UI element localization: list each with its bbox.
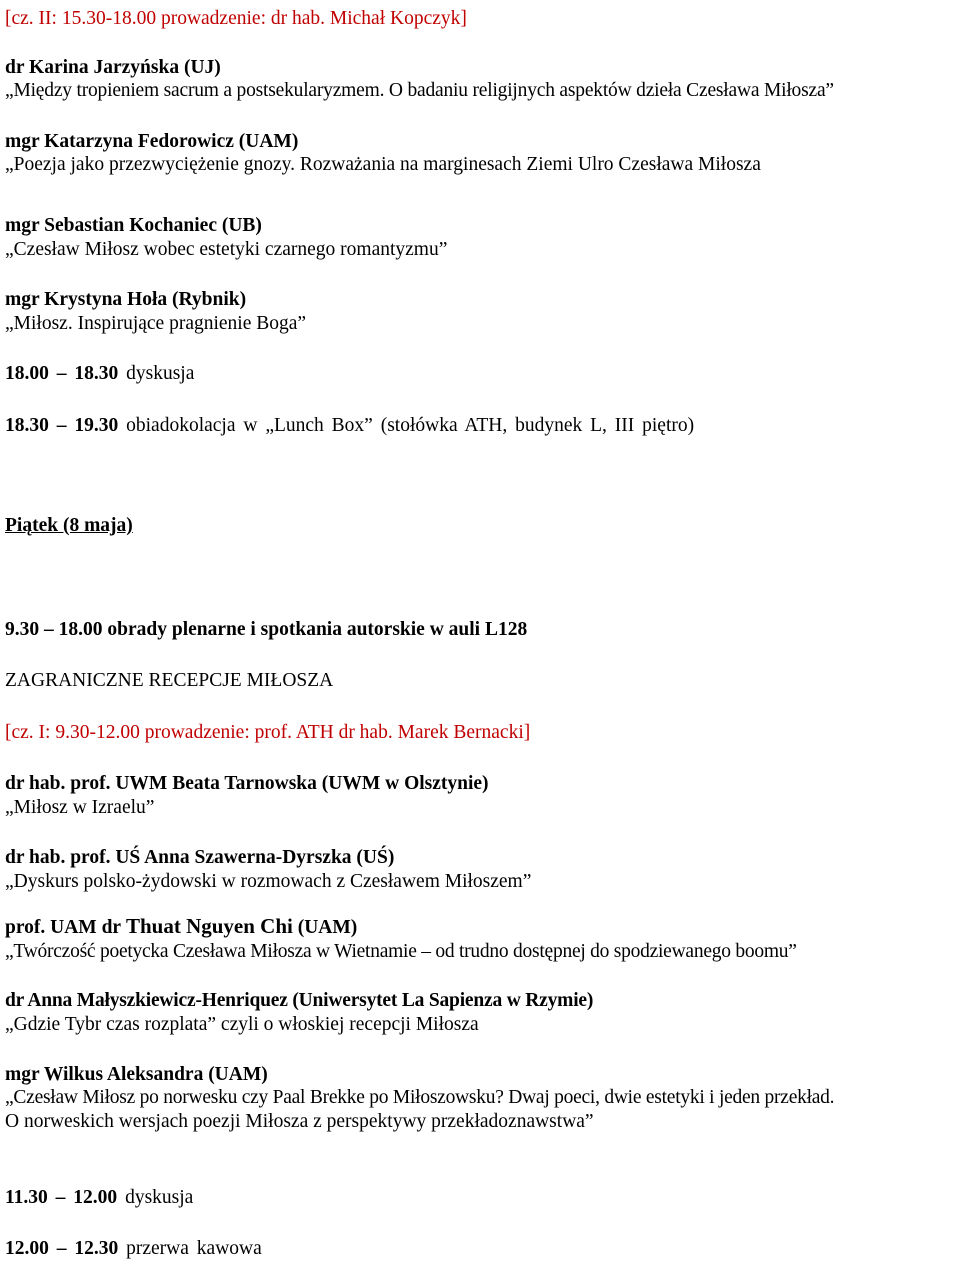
dinner-time: 18.30 – 19.30 <box>5 415 119 436</box>
discussion-time-1: 18.00 – 18.30 <box>5 363 119 384</box>
speaker-9: mgr Wilkus Aleksandra (UAM) <box>5 1064 268 1085</box>
plenary-time: 9.30 – 18.00 <box>5 619 103 640</box>
plenary-label: obrady plenarne i spotkania autorskie w auli L128 <box>107 619 528 640</box>
talk-title-3: „Czesław Miłosz wobec estetyki czarnego romantyzmu” <box>5 239 448 260</box>
speaker-8: dr Anna Małyszkiewicz-Henriquez (Uniwersytet La Sapienza w Rzymie) <box>5 990 594 1011</box>
talk-title-7: „Twórczość poetycka Czesława Miłosza w Wietnamie – od trudno dostępnej do spodziewanego boomu” <box>5 941 797 962</box>
discussion-time-2: 11.30 – 12.00 <box>5 1187 118 1208</box>
talk-title-4: „Miłosz. Inspirujące pragnienie Boga” <box>5 313 307 334</box>
speaker-7-suffix: (UAM) <box>297 917 358 938</box>
speaker-4: mgr Krystyna Hoła (Rybnik) <box>5 289 247 310</box>
talk-title-5: „Miłosz w Izraelu” <box>5 797 155 818</box>
plenary-row <box>5 618 527 642</box>
break-time: 12.00 – 12.30 <box>5 1238 119 1259</box>
talk-title-1: „Między tropieniem sacrum a postsekularyzmem. O badaniu religijnych aspektów dzieła Czesława Miłosza” <box>5 80 834 101</box>
break-label: przerwa kawowa <box>126 1238 262 1259</box>
dinner-row <box>5 414 694 438</box>
discussion-row-1 <box>5 362 194 386</box>
dinner-label: obiadokolacja w „Lunch Box” (stołówka ATH, budynek L, III piętro) <box>126 415 695 436</box>
talk-title-9-line-1: „Czesław Miłosz po norwesku czy Paal Brekke po Miłoszowsku? Dwaj poeci, dwie estetyki i jeden przekład. <box>5 1087 835 1108</box>
day-heading: Piątek (8 maja) <box>5 515 133 536</box>
speaker-1: dr Karina Jarzyńska (UJ) <box>5 57 221 78</box>
speaker-7-prefix: prof. UAM dr <box>5 917 122 938</box>
discussion-row-2 <box>5 1186 193 1210</box>
talk-title-2: „Poezja jako przezwyciężenie gnozy. Rozważania na marginesach Ziemi Ulro Czesława Miłosza <box>5 154 761 175</box>
session-2-header: [cz. II: 15.30-18.00 prowadzenie: dr hab. Michał Kopczyk] <box>5 8 467 29</box>
speaker-3: mgr Sebastian Kochaniec (UB) <box>5 215 262 236</box>
talk-title-8: „Gdzie Tybr czas rozplata” czyli o włoskiej recepcji Miłosza <box>5 1014 479 1035</box>
discussion-label-1: dyskusja <box>126 363 195 384</box>
talk-title-6: „Dyskurs polsko-żydowski w rozmowach z Czesławem Miłoszem” <box>5 871 532 892</box>
break-row <box>5 1237 262 1261</box>
session-1-header: [cz. I: 9.30-12.00 prowadzenie: prof. ATH dr hab. Marek Bernacki] <box>5 722 531 743</box>
speaker-6: dr hab. prof. UŚ Anna Szawerna-Dyrszka (UŚ) <box>5 847 395 868</box>
discussion-label-2: dyskusja <box>125 1187 194 1208</box>
speaker-7 <box>5 914 357 940</box>
talk-title-9-line-2: O norweskich wersjach poezji Miłosza z perspektywy przekładoznawstwa” <box>5 1111 594 1132</box>
section-title: ZAGRANICZNE RECEPCJE MIŁOSZA <box>5 670 334 691</box>
speaker-7-name: Thuat Nguyen Chi <box>125 914 293 938</box>
speaker-5: dr hab. prof. UWM Beata Tarnowska (UWM w Olsztynie) <box>5 773 489 794</box>
speaker-2: mgr Katarzyna Fedorowicz (UAM) <box>5 131 299 152</box>
